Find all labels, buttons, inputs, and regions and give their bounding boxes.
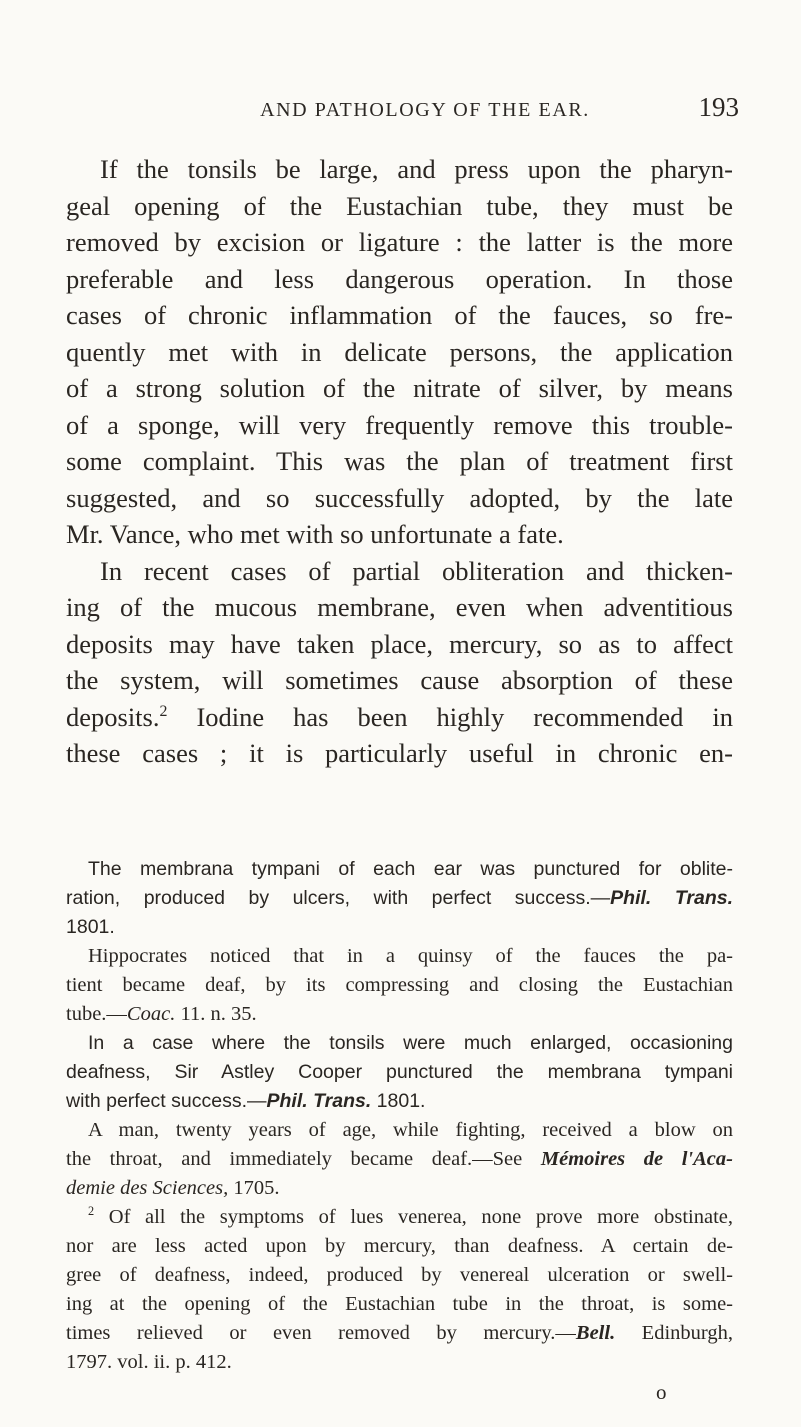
note-line: The membrana tympani of each ear was punctured for oblite-	[88, 858, 733, 880]
citation: demie des Sciences,	[66, 1177, 229, 1199]
note-line	[66, 1000, 733, 1029]
citation: Bell.	[575, 1322, 616, 1344]
footnote-reference[interactable]: 2	[159, 702, 168, 720]
citation: Phil. Trans.	[610, 887, 733, 909]
body-text	[66, 151, 733, 772]
text-fragment: times relieved or even removed by mercury.—	[66, 1322, 576, 1344]
text-line: preferable and less dangerous operation. In those	[66, 263, 733, 294]
text-line: cases of chronic inflammation of the fauces, so fre-	[66, 300, 733, 330]
text-fragment: deposits.	[66, 701, 160, 732]
text-line: deposits may have taken place, mercury, so as to affect	[66, 628, 733, 659]
text-line: of a strong solution of the nitrate of silver, by means	[66, 373, 733, 403]
text-line: some complaint. This was the plan of treatment first	[66, 446, 733, 476]
text-fragment: 1801.	[371, 1090, 426, 1112]
footnote-mark: 2	[88, 1204, 95, 1219]
note-line: deafness, Sir Astley Cooper punctured the membrana tympani	[66, 1061, 733, 1083]
text-line: of a sponge, will very frequently remove this trouble-	[66, 409, 733, 440]
signature-mark: o	[656, 1380, 667, 1404]
note-line: 1797. vol. ii. p. 412.	[66, 1351, 232, 1373]
note-line	[66, 1087, 733, 1116]
text-line: these cases ; it is particularly useful in chronic en-	[66, 738, 733, 768]
running-title: AND PATHOLOGY OF THE EAR.	[260, 99, 590, 121]
text-fragment: Edinburgh,	[615, 1322, 733, 1344]
text-fragment: with perfect success.—	[66, 1090, 267, 1112]
text-line: If the tonsils be large, and press upon the pharyn-	[100, 154, 733, 184]
note-line: gree of deafness, indeed, produced by venereal ulceration or swell-	[66, 1264, 733, 1286]
citation: Phil. Trans.	[266, 1090, 372, 1112]
note-line: nor are less acted upon by mercury, than deafness. A certain de-	[66, 1235, 733, 1257]
text-fragment: Iodine has been highly recommended in	[167, 701, 733, 732]
text-line: In recent cases of partial obliteration and thicken-	[100, 555, 733, 586]
note-line: 1801.	[66, 916, 115, 938]
text-line: suggested, and so successfully adopted, by the late	[66, 482, 733, 513]
text-fragment: 1705.	[228, 1177, 280, 1199]
note-line	[66, 1203, 733, 1232]
page-number: 193	[698, 92, 739, 122]
note-line: tient became deaf, by its compressing and closing the Eustachian	[66, 974, 733, 996]
text-line: quently met with in delicate persons, the application	[66, 336, 733, 367]
citation: Mémoires de l'Aca-	[540, 1148, 733, 1170]
text-line: ing of the mucous membrane, even when adventitious	[66, 592, 733, 622]
note-line	[66, 1319, 733, 1348]
text-fragment: 11. n. 35.	[175, 1003, 257, 1025]
text-fragment: the throat, and immediately became deaf.—See	[66, 1148, 541, 1170]
text-line: removed by excision or ligature : the latter is the more	[66, 227, 733, 257]
note-line: Hippocrates noticed that in a quinsy of the fauces the pa-	[88, 945, 733, 967]
note-line	[66, 1174, 733, 1203]
citation: Coac.	[126, 1003, 176, 1025]
text-line: Mr. Vance, who met with so unfortunate a fate.	[66, 519, 564, 549]
note-line: In a case where the tonsils were much enlarged, occasioning	[88, 1032, 733, 1054]
footnotes	[66, 855, 733, 1377]
text-fragment: ration, produced by ulcers, with perfect success.—	[66, 887, 611, 909]
note-line: ing at the opening of the Eustachian tube in the throat, is some-	[66, 1293, 733, 1315]
text-line: geal opening of the Eustachian tube, they must be	[66, 190, 733, 221]
note-line: A man, twenty years of age, while fighting, received a blow on	[88, 1119, 733, 1141]
text-fragment: Of all the symptoms of lues venerea, none prove more obstinate,	[94, 1206, 733, 1228]
note-line	[66, 884, 733, 913]
text-line: the system, will sometimes cause absorption of these	[66, 665, 733, 695]
text-fragment: tube.—	[66, 1003, 127, 1025]
text-line	[66, 699, 733, 736]
note-line	[66, 1145, 733, 1174]
